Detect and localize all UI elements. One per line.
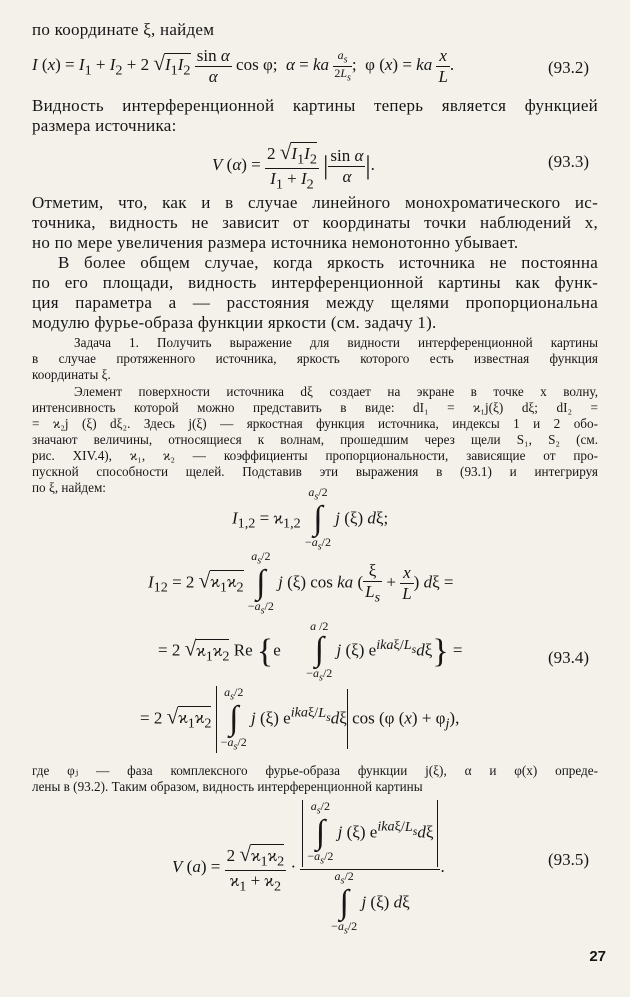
equation-93-4-line1: = 2 $√ϰ_1ϰ_2$ Re {e a /2 ∫ $-a_s/2$ j (ξ) $e^{ika\xi/L_s}d\xi$} = bbox=[158, 619, 463, 684]
solution-line: пускной способности щелей. Подставив эти выражения в (93.1) и интегрируя bbox=[32, 464, 598, 479]
text-line: В более общем случае, когда яркость источника не постоянна bbox=[58, 253, 598, 272]
solution-line: = ϰ₂j (ξ) dξ₂. Здесь j(ξ) — яркостная функция источника, индексы 1 и 2 обо- bbox=[32, 416, 598, 431]
intro-line: по координате ξ, найдем bbox=[32, 20, 215, 39]
equation-number-93-2: (93.2) bbox=[548, 58, 590, 77]
solution-line: по ξ, найдем: bbox=[32, 480, 106, 495]
text-line: где φⱼ — фаза комплексного фурье-образа функции j(ξ), α и φ(x) опреде- bbox=[32, 763, 598, 778]
text-line: лены в (93.2). Таким образом, видность интерференционной картины bbox=[32, 779, 423, 794]
equation-93-3: V (α) = $\frac{2 √I_1I_2}{I_1 + I_2}$ | $\frac{\text{sin α}}{\alpha}$ |. bbox=[212, 140, 375, 193]
equation-I12-integral: $I_{12} = 2$ $√ϰ_1ϰ_2$ $a_s/2$ ∫ $-a_s/2$ j (ξ) cos ka ( $\frac{\xi}{L_s}$ + $\frac{x}{L}$ ) dξ = bbox=[148, 549, 454, 617]
text-line: размера источника: bbox=[32, 116, 177, 135]
task-line: Задача 1. Получить выражение для видности интерференционной картины bbox=[74, 335, 598, 350]
solution-line: Элемент поверхности источника dξ создает на экране в точке x волну, bbox=[74, 384, 598, 399]
equation-93-4-line2: = 2 $√ϰ_1ϰ_2$ $a_s/2$ ∫ $-a_s/2$ j (ξ) $e^{ika\xi/L_s}d\xi$ cos (φ $(x) + \varphi_j$), bbox=[140, 685, 460, 753]
task-line: в случае протяженного источника, яркость которого есть известная функция bbox=[32, 351, 598, 366]
task-line: координаты ξ. bbox=[32, 367, 111, 382]
equation-93-5: V (a) = $\frac{2 √ϰ_1ϰ_2}{ϰ_1 + ϰ_2}$ · $a_s/2$ ∫ $-a_s/2$ j (ξ) $e^{ika\xi/L_s}d\xi$ $a_s/2$ ∫ $-a_s/2$ j (ξ) dξ . bbox=[172, 799, 445, 937]
equation-93-2: I $(x) = I_1 + I_2 + 2$ $√I_1I_2$ $\frac{\text{sin α}}{\alpha}$ cos φ; α = ka $\frac{a_s}{2L_s}$ ; φ (x) = ka $\frac{x}{L}$ . bbox=[32, 46, 455, 86]
solution-line: интенсивность которой можно представить в виде: dI₁ = ϰ₁j(ξ) dξ; dI₂ = bbox=[32, 400, 598, 415]
text-line: но по мере увеличения размера источника немонотонно убывает. bbox=[32, 233, 519, 252]
text-line: по его площади, видность интерференционной картины как функ- bbox=[32, 273, 598, 292]
equation-number-93-5: (93.5) bbox=[548, 850, 590, 869]
text-line: модулю фурье-образа функции яркости (см. задачу 1). bbox=[32, 313, 437, 332]
equation-number-93-3: (93.3) bbox=[548, 152, 590, 171]
solution-line: значают величины, относящиеся к волнам, прошедшим через щели S₁, S₂ (см. bbox=[32, 432, 598, 447]
solution-line: рис. XIV.4), ϰ₁, ϰ₂ — коэффициенты пропорциональности, зависящие от про- bbox=[32, 448, 598, 463]
page-number: 27 bbox=[589, 948, 606, 965]
text-line: точника, видность не зависит от координаты точки наблюдений x, bbox=[32, 213, 598, 232]
equation-number-93-4: (93.4) bbox=[548, 648, 590, 667]
text-line: ция параметра a — расстояния между щелями пропорциональна bbox=[32, 293, 598, 312]
text-line: Отметим, что, как и в случае линейного монохроматического ис- bbox=[32, 193, 598, 212]
equation-I12: $I_{1,2} = ϰ_{1,2}$ $a_s/2$ ∫ $-a_s/2$ j (ξ) dξ; bbox=[232, 485, 389, 553]
text-line: Видность интерференционной картины теперь является функцией bbox=[32, 96, 598, 115]
